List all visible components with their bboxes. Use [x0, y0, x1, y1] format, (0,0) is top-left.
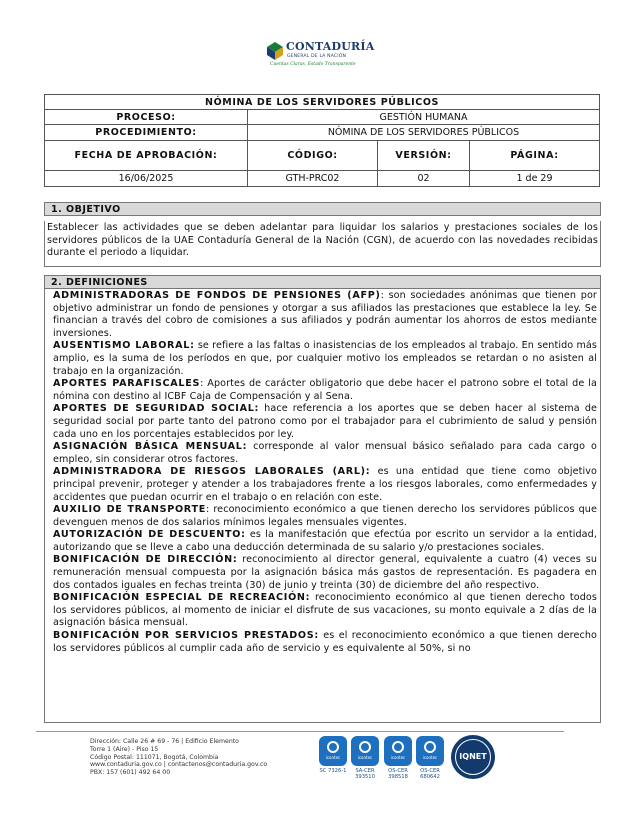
definition-term: AUTORIZACIÓN DE DESCUENTO: [53, 529, 246, 541]
definition-item [53, 378, 597, 403]
definition-term: BONIFICACIÓN POR SERVICIOS PRESTADOS: [53, 630, 319, 642]
definition-term: ASIGNACIÓN BÁSICA MENSUAL: [53, 441, 248, 453]
codigo-label: CÓDIGO: [248, 141, 378, 171]
fecha-value: 16/06/2025 [45, 171, 248, 187]
definition-item [53, 529, 597, 554]
definition-text: se refiere a las faltas o inasistencias de los empleados al trabajo. En sentido más amplio, es la suma de los períodos en que, por cualquier motivo los empleados se retardan o no asisten al trabajo en la organización. [53, 340, 597, 377]
definition-item [53, 554, 597, 592]
definition-text: es una entidad que tiene como objetivo principal prevenir, proteger y atender a los trabajadores frente a los riesgos laborales, como enfermedades y accidentes que puedan ocurrir en el trabajo o en relación con este. [53, 466, 597, 503]
pagina-value: 1 de 29 [470, 171, 600, 187]
document-header-table [44, 94, 600, 187]
iqnet-seal-icon: IQNET [451, 735, 495, 779]
footer-line: Código Postal: 111071, Bogotá, Colombia [90, 753, 219, 761]
definition-item [53, 466, 597, 504]
definition-item [53, 504, 597, 529]
procedimiento-label: PROCEDIMIENTO: [45, 125, 248, 141]
cert-code: OS-CER 398518 [388, 768, 408, 780]
footer-line: Torre 1 (Aire) - Piso 15 [90, 745, 159, 753]
definition-item [53, 441, 597, 466]
codigo-value: GTH-PRC02 [248, 171, 378, 187]
cgn-emblem-icon [266, 41, 284, 61]
cert-code: OS-CER 680642 [420, 768, 440, 780]
definition-term: APORTES PARAFISCALES [53, 378, 201, 390]
definition-term: AUSENTISMO LABORAL: [53, 340, 195, 352]
cert-code: SA-CER 393510 [355, 768, 375, 780]
version-label: VERSIÓN: [378, 141, 470, 171]
procedimiento-value: NÓMINA DE LOS SERVIDORES PÚBLICOS [248, 125, 600, 141]
definiciones-box [44, 288, 601, 723]
document-title: NÓMINA DE LOS SERVIDORES PÚBLICOS [45, 95, 600, 110]
footer-divider [36, 731, 564, 732]
proceso-value: GESTIÓN HUMANA [248, 110, 600, 125]
definition-text: reconocimiento al director general, equivalente a cuatro (4) veces su remuneración mensual compuesta por la asignación básica más gastos de representación. Es pagadera en dos contados iguales en fechas treinta (30) de junio y treinta (30) de diciembre del año respectivo. [53, 554, 597, 591]
definition-text: reconocimiento económico al que tienen derecho todos los servidores públicos, al momento de iniciar el disfrute de sus vacaciones, su monto equivale a 2 días de la asignación básica mensual. [53, 592, 597, 629]
definition-item [53, 630, 597, 655]
icontec-cert-icon: icontec [319, 736, 347, 766]
definition-term: BONIFICACIÓN ESPECIAL DE RECREACIÓN: [53, 592, 311, 604]
icontec-cert-icon: icontec [416, 736, 444, 766]
definiciones-list [45, 288, 600, 655]
objetivo-heading: 1. OBJETIVO [44, 202, 601, 216]
definition-text: : Aportes de carácter obligatorio que debe hacer el patrono sobre el total de la nómina con destino al ICBF Caja de Compensación y al Sena. [53, 378, 597, 402]
definiciones-heading: 2. DEFINICIONES [44, 275, 601, 289]
definition-text: : reconocimiento económico a que tienen derecho los servidores públicos que devenguen menos de dos salarios mínimos legales mensuales vigentes. [53, 504, 597, 528]
definition-item [53, 403, 597, 441]
icontec-cert-icon: icontec [384, 736, 412, 766]
definition-text: : son sociedades anónimas que tienen por objetivo administrar un fondo de pensiones y otorgar a sus afiliados las prestaciones que establece la ley. Se financian a través del cobro de comisiones a sus afiliados y podrán aumentar los ahorros de estos mediante inversiones. [53, 290, 597, 339]
footer-line: Dirección: Calle 26 # 69 - 76 | Edificio Elemento [90, 738, 239, 745]
footer-line: www.contaduria.gov.co | contactenos@contaduria.gov.co [90, 761, 268, 769]
objetivo-text: Establecer las actividades que se deben adelantar para liquidar los salarios y prestaciones sociales de los servidores públicos de la UAE Contaduría General de la Nación (CGN), de acuerdo con las novedades recibidas durante el periodo a liquidar. [44, 221, 601, 267]
pagina-label: PÁGINA: [470, 141, 600, 171]
definition-text: es el reconocimiento económico a que tienen derecho los servidores públicos al cumplir cada año de servicio y es equivalente al 50%, si no [53, 630, 598, 654]
definition-term: AUXILIO DE TRANSPORTE [53, 504, 206, 516]
proceso-label: PROCESO: [45, 110, 248, 125]
definition-item [53, 340, 597, 378]
definition-item [53, 290, 597, 340]
definition-term: BONIFICACIÓN DE DIRECCIÓN: [53, 554, 238, 566]
definition-term: ADMINISTRADORA DE RIESGOS LABORALES (ARL): [53, 466, 371, 478]
definition-term: ADMINISTRADORAS DE FONDOS DE PENSIONES (AFP) [53, 290, 381, 301]
logo-name: CONTADURÍA [286, 40, 375, 53]
fecha-label: FECHA DE APROBACIÓN: [45, 141, 248, 171]
cgn-logo [266, 39, 376, 71]
icontec-cert-icon: icontec [351, 736, 379, 766]
definition-term: APORTES DE SEGURIDAD SOCIAL: [53, 403, 260, 415]
logo-subtitle: GENERAL DE LA NACIÓN [287, 54, 347, 59]
cert-code: SC 7326-1 [319, 768, 347, 774]
definition-item [53, 592, 597, 630]
footer-contact [90, 738, 267, 777]
definition-text: corresponde al valor mensual básico señalado para cada cargo o empleo, sin considerar otros factores. [53, 441, 598, 465]
definition-text: hace referencia a los aportes que se deben hacer al sistema de seguridad social por parte tanto del patrono como por el trabajador para el cubrimiento de salud y pensión cada uno en los porcentajes establecidos por ley. [53, 403, 598, 440]
footer-line: PBX: 157 (601) 492 64 00 [90, 769, 171, 777]
logo-slogan: Cuentas Claras, Estado Transparente [270, 62, 356, 67]
version-value: 02 [378, 171, 470, 187]
definition-text: es la manifestación que efectúa por escrito un servidor a la entidad, autorizando que se lleve a cabo una deducción determinada de su salario y/o prestaciones sociales. [53, 529, 597, 553]
